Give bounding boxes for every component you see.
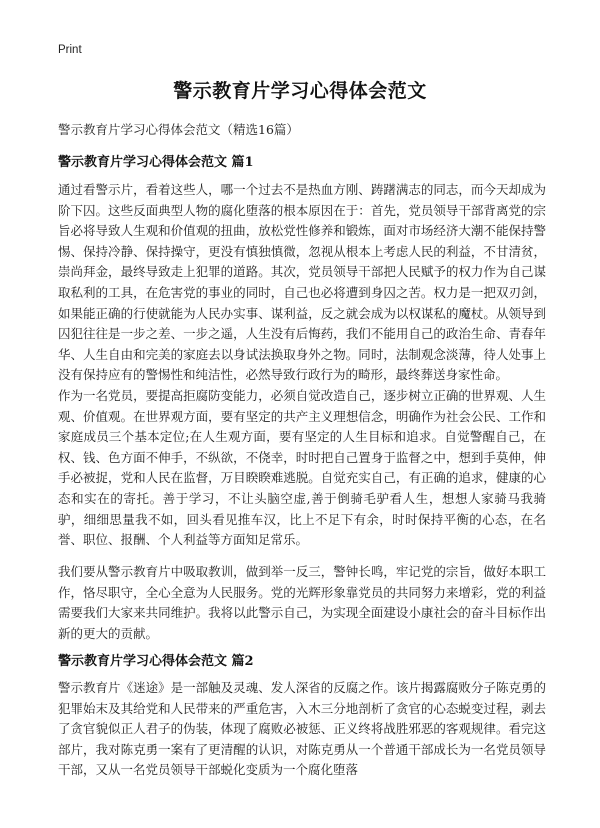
section-heading-2: 警示教育片学习心得体会范文 篇2 <box>58 654 254 669</box>
section-heading-1: 警示教育片学习心得体会范文 篇1 <box>58 155 254 170</box>
section-1-paragraph-3: 我们要从警示教育片中吸取教训，做到举一反三，警钟长鸣，牢记党的宗旨，做好本职工作，恪尽职守，全心全意为人民服务。党的光辉形象靠党员的共同努力来增彩，党的利益需要我们大家来共同维护。我将以此警示自己，为实现全面建设小康社会的奋斗目标作出新的更大的贡献。 <box>58 564 546 641</box>
section-2-paragraph-1: 警示教育片《迷途》是一部触及灵魂、发人深省的反腐之作。该片揭露腐败分子陈克勇的犯罪始末及其给党和人民带来的严重危害，入木三分地剖析了贪官的心态蜕变过程，剥去了贪官貌似正人君子的伪装，体现了腐败必被惩、正义终将战胜邪恶的客观规律。看完这部片，我对陈克勇一案有了更清醒的认识，对陈克勇从一个普通干部成长为一名党员领导干部，又从一名党员领导干部蜕化变质为一个腐化堕落 <box>58 680 546 778</box>
section-1-paragraph-2: 作为一名党员，要提高拒腐防变能力，必须自觉改造自己，逐步树立正确的世界观、人生观、价值观。在世界观方面，要有坚定的共产主义理想信念，明确作为社会公民、工作和家庭成员三个基本定位;在人生观方面，要有坚定的人生目标和追求。自觉警醒自己，在权、钱、色方面不伸手，不纵欲，不侥幸，时时把自己置身于监督之中，想到手莫伸，伸手必被捉，党和人民在监督，万目睽睽难逃脱。自觉充实自己，有正确的追求，健康的心态和实在的寄托。善于学习，不让头脑空虚,善于倒骑毛驴看人生，想想人家骑马我骑驴，细细思量我不如，回头看见推车汉，比上不足下有余，时时保持平衡的心态，在名誉、职位、报酬、个人利益等方面知足常乐。 <box>58 388 546 548</box>
document-subtitle: 警示教育片学习心得体会范文（精选16篇） <box>58 122 299 137</box>
page-title: 警示教育片学习心得体会范文 <box>173 80 427 102</box>
section-1-paragraph-1: 通过看警示片，看着这些人，哪一个过去不是热血方刚、踌躇满志的同志，而今天却成为阶下囚。这些反面典型人物的腐化堕落的根本原因在于：首先，党员领导干部背离党的宗旨必将导致人生观和价值观的扭曲，放松党性修养和锻炼，面对市场经济大潮不能保持警惕、保持冷静、保持操守，更没有慎独慎微，忽视从根本上考虑人民的利益，不甘清贫，崇尚拜金，最终导致走上犯罪的道路。其次，党员领导干部把人民赋予的权力作为自己谋取私利的工具，在危害党的事业的同时，自己也必将遭到身囚之苦。权力是一把双刃剑，如果能正确的行使就能为人民办实事、谋利益，反之就会成为以权谋私的魔杖。从领导到囚犯往往是一步之差、一步之遥，人生没有后悔药，我们不能用自己的政治生命、青春年华、人生自由和完美的家庭去以身试法换取身外之物。同时，法制观念淡薄，待人处事上没有保持应有的警惕性和纯洁性，必然导致行政行为的畸形，最终葬送身家性命。 <box>58 182 546 383</box>
print-link[interactable]: Print <box>58 44 82 56</box>
